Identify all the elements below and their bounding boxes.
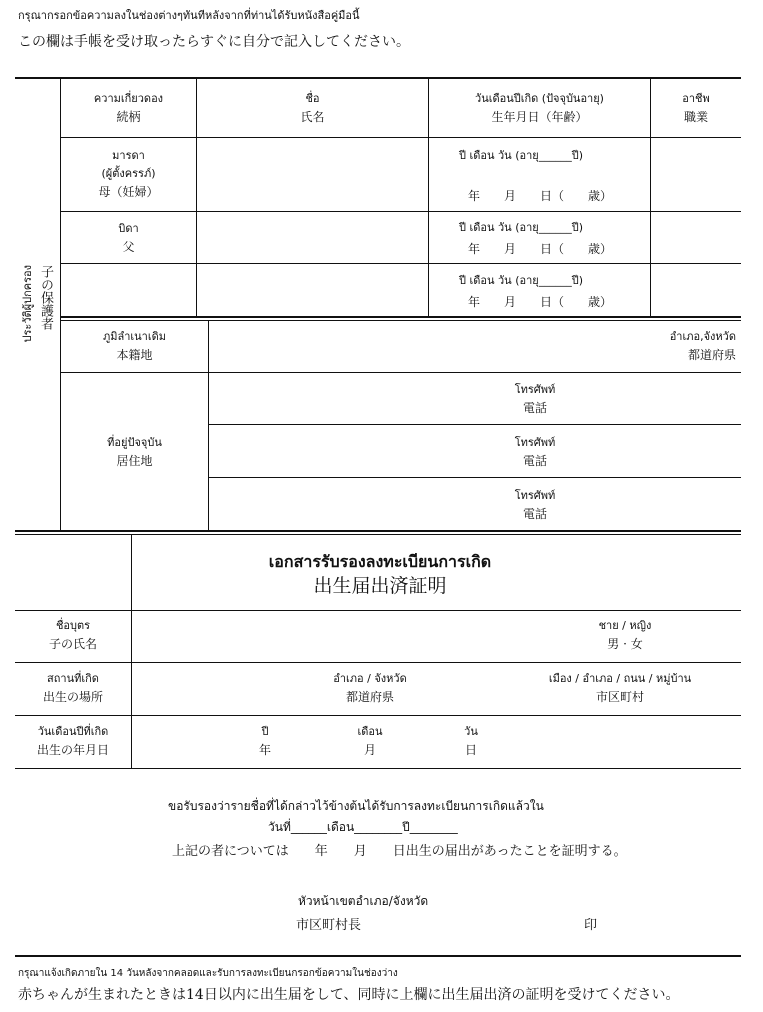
address-line-2-field[interactable] xyxy=(209,425,509,477)
address-phone-label-1: โทรศัพท์ 電話 xyxy=(514,383,556,415)
father-name-field[interactable] xyxy=(197,212,428,263)
seal-label: 印 xyxy=(584,918,598,933)
certificate-statement-date-thai: วันที่______เดือน________ปี________ xyxy=(268,820,458,834)
row-label-father: บิดา 父 xyxy=(118,222,139,254)
other-relation-field[interactable] xyxy=(61,264,196,316)
header-jp-instruction: この欄は手帳を受け取ったらすぐに自分で記入してください。 xyxy=(18,34,410,50)
signer-title-thai: หัวหน้าเขตอำเภอ/จังหวัด xyxy=(298,894,429,908)
mother-occupation-field[interactable] xyxy=(651,138,741,211)
mother-dob-thai: ปี เดือน วัน (อายุ______ปี) xyxy=(459,149,583,162)
mother-name-field[interactable] xyxy=(197,138,428,211)
mother-dob-jp: 年 月 日（ 歳） xyxy=(468,189,613,203)
other-dob-thai: ปี เดือน วัน (อายุ______ปี) xyxy=(459,274,583,287)
domicile-label: ภูมิลำเนาเดิม 本籍地 xyxy=(102,330,167,362)
other-name-field[interactable] xyxy=(197,264,428,316)
birthplace-city-label: เมือง / อำเภอ / ถนน / หมู่บ้าน 市区町村 xyxy=(548,672,692,704)
birthdate-day-label: วัน 日 xyxy=(464,725,478,757)
child-name-label: ชื่อบุตร 子の氏名 xyxy=(48,619,97,651)
birthdate-year-label: ปี 年 xyxy=(258,725,271,757)
father-dob-thai: ปี เดือน วัน (อายุ______ปี) xyxy=(459,221,583,234)
address-label: ที่อยู่ปัจจุบัน 居住地 xyxy=(107,436,162,468)
guardian-side-label-jp: 子の保護者 xyxy=(38,265,53,330)
signer-title-jp: 市区町村長 xyxy=(296,918,362,933)
column-header-occupation: อาชีพ 職業 xyxy=(682,92,710,124)
birthdate-label: วันเดือนปีที่เกิด 出生の年月日 xyxy=(36,725,109,757)
birthdate-month-label: เดือน 月 xyxy=(357,725,383,757)
birthplace-label: สถานที่เกิด 出生の場所 xyxy=(42,672,103,704)
address-line-3-field[interactable] xyxy=(209,478,509,530)
certificate-title: เอกสารรับรองลงทะเบียนการเกิด 出生届出済証明 xyxy=(268,552,492,597)
address-phone-label-3: โทรศัพท์ 電話 xyxy=(514,489,556,521)
column-header-relation: ความเกี่ยวดอง 続柄 xyxy=(93,92,164,124)
child-sex-selector[interactable]: ชาย / หญิง 男 · 女 xyxy=(598,619,652,651)
address-line-1-field[interactable] xyxy=(209,373,509,424)
footer-jp-note: 赤ちゃんが生まれたときは14日以内に出生届をして、同時に上欄に出生届出済の証明を受けてください。 xyxy=(18,987,680,1003)
certificate-statement-thai: ขอรับรองว่ารายชื่อที่ได้กล่าวไว้ข้างต้นได้รับการลงทะเบียนการเกิดแล้วใน xyxy=(168,799,544,813)
header-thai-instruction: กรุณากรอกข้อความลงในช่องต่างๆทันทีหลังจากที่ท่านได้รับหนังสือคู่มือนี้ xyxy=(18,9,360,22)
domicile-prefecture-label: อำเภอ,จังหวัด 都道府県 xyxy=(669,330,736,362)
birthplace-prefecture-label: อำเภอ / จังหวัด 都道府県 xyxy=(333,672,407,704)
father-dob-jp: 年 月 日（ 歳） xyxy=(468,242,613,256)
column-header-name: ชื่อ 氏名 xyxy=(300,92,325,124)
other-occupation-field[interactable] xyxy=(651,264,741,316)
father-occupation-field[interactable] xyxy=(651,212,741,263)
other-dob-jp: 年 月 日（ 歳） xyxy=(468,295,613,309)
child-name-field[interactable] xyxy=(132,611,572,662)
certificate-statement-jp: 上記の者については 年 月 日出生の届出があったことを証明する。 xyxy=(172,844,627,859)
address-phone-label-2: โทรศัพท์ 電話 xyxy=(514,436,556,468)
column-header-dob: วันเดือนปีเกิด (ปัจจุบันอายุ) 生年月日（年齢） xyxy=(475,92,604,124)
guardian-side-label-thai: ประวัติผู้ปกครอง xyxy=(21,265,34,343)
footer-thai-note: กรุณาแจ้งเกิดภายใน 14 วันหลังจากคลอดและรับการลงทะเบียนกรอกข้อความในช่องว่าง xyxy=(18,968,398,979)
row-label-mother: มารดา (ผู้ตั้งครรภ์) 母（妊婦） xyxy=(98,149,159,199)
